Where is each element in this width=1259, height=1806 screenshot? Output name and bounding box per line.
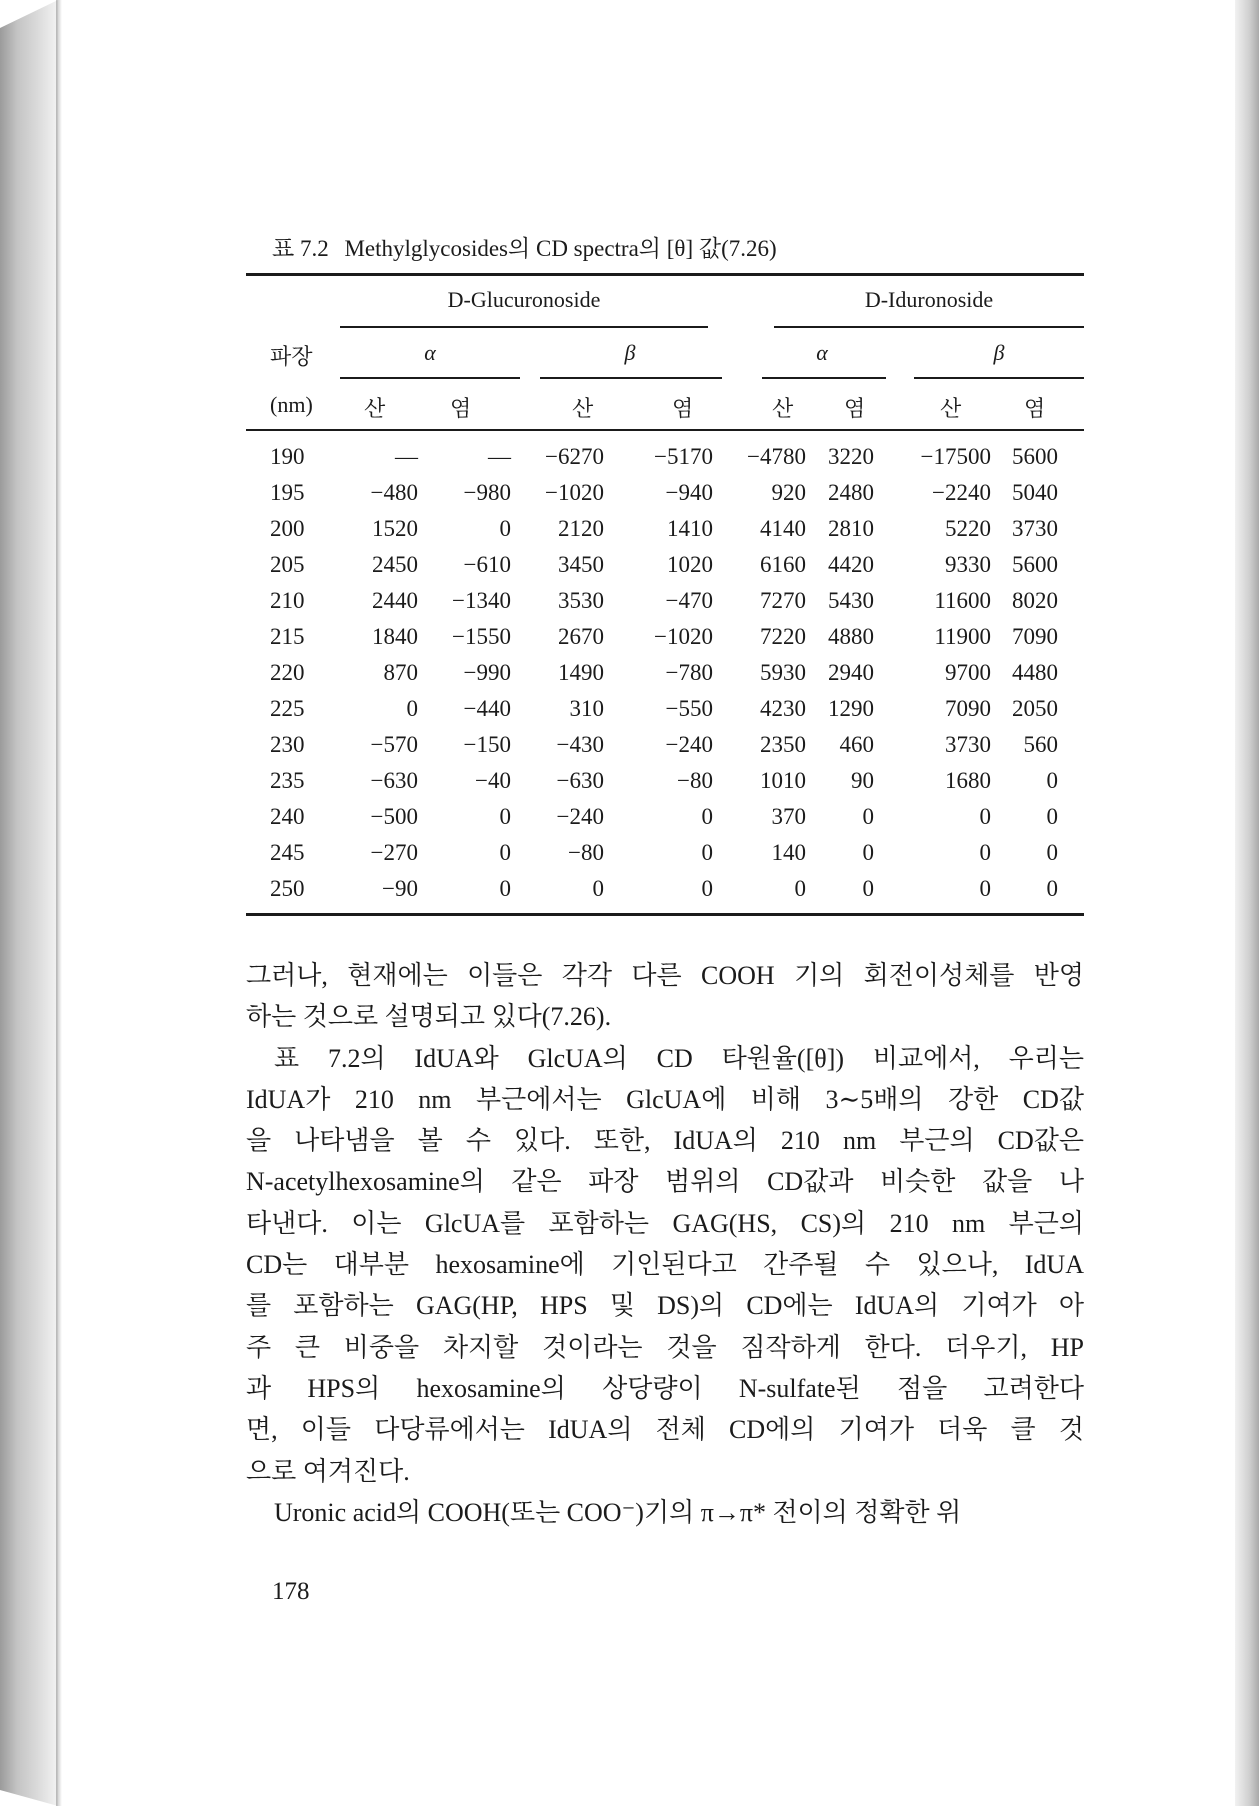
- table-cell-value: 0: [862, 840, 874, 865]
- table-cell-value: −500: [370, 804, 418, 829]
- table-cell-wavelength: 240: [270, 804, 305, 829]
- paragraph-line: 표 7.2의 IdUA와 GlcUA의 CD 타원율([θ]) 비교에서, 우리는: [274, 1043, 1084, 1073]
- table-cell-value: −17500: [920, 444, 991, 469]
- table-cell-wavelength: 205: [270, 552, 305, 577]
- table-cell-value: 1680: [945, 768, 991, 793]
- table-cell-value: 7090: [1012, 624, 1058, 649]
- table-cell-value: 2350: [760, 732, 806, 757]
- form-header-4: 염: [672, 396, 694, 421]
- table-cell-value: 0: [1046, 804, 1058, 829]
- table-cell-value: 0: [979, 876, 991, 901]
- table-cell-value: 0: [862, 804, 874, 829]
- table-row: [246, 584, 1084, 620]
- table-cell-value: 0: [1046, 768, 1058, 793]
- table-cell-value: 0: [701, 876, 713, 901]
- anomer-rule-ido-beta: [914, 377, 1084, 379]
- table-cell-value: 0: [499, 876, 511, 901]
- table-cell-value: 1410: [667, 516, 713, 541]
- table-cell-value: −90: [382, 876, 418, 901]
- table-caption-label: 표 7.2: [272, 236, 329, 261]
- table-cell-value: 2670: [558, 624, 604, 649]
- anomer-header-ido-beta: β: [993, 340, 1005, 365]
- paragraph-line: CD는 대부분 hexosamine에 기인된다고 간주될 수 있으나, IdUA: [246, 1250, 1084, 1280]
- form-header-7: 산: [940, 396, 962, 421]
- table-cell-value: 5930: [760, 660, 806, 685]
- table-cell-value: −240: [665, 732, 713, 757]
- table-cell-value: 4480: [1012, 660, 1058, 685]
- table-cell-value: −1550: [452, 624, 511, 649]
- group-rule-glucuronoside: [340, 326, 708, 328]
- table-cell-value: 2050: [1012, 696, 1058, 721]
- table-cell-value: —: [395, 444, 418, 469]
- table-row: [246, 548, 1084, 584]
- table-cell-value: 3220: [828, 444, 874, 469]
- table-cell-value: 0: [592, 876, 604, 901]
- table-cell-value: 2450: [372, 552, 418, 577]
- paragraph-line: 하는 것으로 설명되고 있다(7.26).: [246, 1002, 612, 1032]
- table-cell-value: 90: [851, 768, 874, 793]
- book-left-edge: [0, 0, 58, 1806]
- table-cell-wavelength: 245: [270, 840, 305, 865]
- table-cell-value: 140: [771, 840, 806, 865]
- table-cell-value: −630: [556, 768, 604, 793]
- table-cell-value: −990: [463, 660, 511, 685]
- group-header-glucuronoside: D-Glucuronoside: [447, 287, 601, 312]
- table-cell-value: 5430: [828, 588, 874, 613]
- paragraph-line: 주 큰 비중을 차지할 것이라는 것을 짐작하게 한다. 더우기, HP: [246, 1332, 1084, 1362]
- table-cell-value: 3450: [558, 552, 604, 577]
- table-cell-value: 2440: [372, 588, 418, 613]
- table-cell-value: 0: [794, 876, 806, 901]
- paragraph-line: Uronic acid의 COOH(또는 COO⁻)기의 π→π* 전이의 정확한 위: [274, 1497, 962, 1527]
- table-cell-value: −40: [475, 768, 511, 793]
- table-cell-value: −980: [463, 480, 511, 505]
- table-cell-value: −1020: [545, 480, 604, 505]
- table-cell-value: −780: [665, 660, 713, 685]
- table-cell-value: 0: [979, 840, 991, 865]
- table-row: [246, 512, 1084, 548]
- paragraph-line: 면, 이들 다당류에서는 IdUA의 전체 CD에의 기여가 더욱 클 것: [246, 1415, 1084, 1445]
- table-cell-value: 7270: [760, 588, 806, 613]
- table-cell-value: −470: [665, 588, 713, 613]
- table-cell-value: 370: [771, 804, 806, 829]
- group-rule-iduronoside: [774, 326, 1084, 328]
- anomer-rule-ido-alpha: [762, 377, 886, 379]
- table-row: [246, 440, 1084, 476]
- group-header-iduronoside: D-Iduronoside: [864, 287, 994, 312]
- table-cell-value: −610: [463, 552, 511, 577]
- table-cell-value: −1340: [452, 588, 511, 613]
- table-row: [246, 476, 1084, 512]
- body-text: [246, 955, 1084, 1533]
- table-cell-value: −270: [370, 840, 418, 865]
- anomer-rule-glc-alpha: [340, 377, 520, 379]
- table-row: [246, 764, 1084, 800]
- table-cell-value: 4230: [760, 696, 806, 721]
- table-cell-value: 1490: [558, 660, 604, 685]
- table-cell-value: 4140: [760, 516, 806, 541]
- table-cell-value: 7220: [760, 624, 806, 649]
- table-cell-value: 2940: [828, 660, 874, 685]
- table-row: [246, 872, 1084, 908]
- table-cell-value: 3530: [558, 588, 604, 613]
- paragraph-line: 그러나, 현재에는 이들은 각각 다른 COOH 기의 회전이성체를 반영: [246, 961, 1084, 990]
- table-cell-value: 11600: [934, 588, 991, 613]
- table-cell-value: 0: [406, 696, 418, 721]
- table-cell-value: 0: [701, 804, 713, 829]
- table-cell-wavelength: 220: [270, 660, 305, 685]
- paragraph-line: 으로 여겨진다.: [246, 1456, 410, 1486]
- table-cell-value: −440: [463, 696, 511, 721]
- table-cell-wavelength: 225: [270, 696, 305, 721]
- table-cell-value: 2810: [828, 516, 874, 541]
- table-caption: [272, 230, 1092, 263]
- form-header-2: 염: [450, 396, 472, 421]
- table-cell-value: −550: [665, 696, 713, 721]
- table-cell-value: 11900: [934, 624, 991, 649]
- table-cell-value: 1840: [372, 624, 418, 649]
- anomer-header-glc-alpha: α: [424, 340, 436, 365]
- table-cell-value: 9700: [945, 660, 991, 685]
- paragraph-line: N-acetylhexosamine의 같은 파장 범위의 CD값과 비슷한 값을 나: [246, 1167, 1084, 1197]
- table-cell-value: 870: [383, 660, 418, 685]
- table-header-rule: [246, 429, 1084, 431]
- table-cell-wavelength: 200: [270, 516, 305, 541]
- form-header-3: 산: [572, 396, 594, 421]
- paragraph-line: 을 나타냄을 볼 수 있다. 또한, IdUA의 210 nm 부근의 CD값은: [246, 1126, 1084, 1156]
- table-cell-value: −80: [568, 840, 604, 865]
- table-cell-wavelength: 190: [270, 444, 305, 469]
- table-cell-value: 5220: [945, 516, 991, 541]
- table-cell-value: 1020: [667, 552, 713, 577]
- table-caption-text: Methylglycosides의 CD spectra의 [θ] 값(7.26): [344, 236, 777, 261]
- table-top-rule: [246, 273, 1084, 276]
- table-cell-wavelength: 195: [270, 480, 305, 505]
- row-header-wavelength: 파장: [270, 344, 313, 369]
- page-number: 178: [272, 1578, 310, 1605]
- table-cell-value: 5040: [1012, 480, 1058, 505]
- table-cell-value: 5600: [1012, 444, 1058, 469]
- table-cell-value: −630: [370, 768, 418, 793]
- row-header-unit: (nm): [270, 392, 313, 417]
- table-cell-value: 0: [979, 804, 991, 829]
- form-header-6: 염: [844, 396, 866, 421]
- table-row: [246, 836, 1084, 872]
- table-cell-value: 460: [839, 732, 874, 757]
- table-cell-value: 920: [771, 480, 806, 505]
- paragraph-line: 타낸다. 이는 GlcUA를 포함하는 GAG(HS, CS)의 210 nm 부근의: [246, 1208, 1084, 1238]
- table-cell-value: −1020: [654, 624, 713, 649]
- table-cell-value: 1010: [760, 768, 806, 793]
- table-cell-value: 0: [499, 804, 511, 829]
- paragraph-line: 과 HPS의 hexosamine의 상당량이 N-sulfate된 점을 고려한다: [246, 1373, 1084, 1403]
- table-cell-value: 0: [499, 516, 511, 541]
- form-header-8: 염: [1024, 396, 1046, 421]
- table-cell-value: 1520: [372, 516, 418, 541]
- anomer-header-glc-beta: β: [624, 340, 636, 365]
- table-cell-wavelength: 230: [270, 732, 305, 757]
- anomer-header-ido-alpha: α: [816, 340, 828, 365]
- table-cell-value: 0: [1046, 876, 1058, 901]
- table-cell-value: −240: [556, 804, 604, 829]
- anomer-rule-glc-beta: [540, 377, 722, 379]
- table-cell-value: −5170: [654, 444, 713, 469]
- table-cell-value: 1290: [828, 696, 874, 721]
- table-row: [246, 656, 1084, 692]
- table-cell-value: −2240: [932, 480, 991, 505]
- table-cell-value: 0: [1046, 840, 1058, 865]
- table-cell-wavelength: 235: [270, 768, 305, 793]
- table-cell-value: 4420: [828, 552, 874, 577]
- table-row: [246, 728, 1084, 764]
- table-cell-value: −430: [556, 732, 604, 757]
- table-row: [246, 800, 1084, 836]
- table-cell-wavelength: 250: [270, 876, 305, 901]
- table-cell-value: 0: [499, 840, 511, 865]
- table-cell-value: −570: [370, 732, 418, 757]
- table-bottom-rule: [246, 913, 1084, 916]
- table-row: [246, 692, 1084, 728]
- table-cell-value: −480: [370, 480, 418, 505]
- table-row: [246, 620, 1084, 656]
- table-cell-value: 4880: [828, 624, 874, 649]
- table-cell-value: 8020: [1012, 588, 1058, 613]
- paragraph-line: 를 포함하는 GAG(HP, HPS 및 DS)의 CD에는 IdUA의 기여가 아: [246, 1291, 1084, 1321]
- form-header-5: 산: [772, 396, 794, 421]
- table-cell-value: 5600: [1012, 552, 1058, 577]
- table-cell-value: 6160: [760, 552, 806, 577]
- table-cell-value: −80: [677, 768, 713, 793]
- table-cell-value: 9330: [945, 552, 991, 577]
- book-right-edge: [1235, 0, 1259, 1806]
- table-cell-value: 310: [569, 696, 604, 721]
- form-header-1: 산: [364, 396, 386, 421]
- table-cell-value: 0: [701, 840, 713, 865]
- table-body: [246, 440, 1084, 908]
- table-cell-value: 7090: [945, 696, 991, 721]
- table-cell-wavelength: 210: [270, 588, 305, 613]
- table-cell-wavelength: 215: [270, 624, 305, 649]
- table-cell-value: 2120: [558, 516, 604, 541]
- table-cell-value: −6270: [545, 444, 604, 469]
- table-cell-value: 560: [1023, 732, 1058, 757]
- table-cell-value: 3730: [945, 732, 991, 757]
- table-cell-value: −940: [665, 480, 713, 505]
- table-cell-value: 3730: [1012, 516, 1058, 541]
- table-cell-value: —: [488, 444, 511, 469]
- paragraph-line: IdUA가 210 nm 부근에서는 GlcUA에 비해 3∼5배의 강한 CD값: [246, 1084, 1084, 1114]
- table-cell-value: 2480: [828, 480, 874, 505]
- table-cell-value: 0: [862, 876, 874, 901]
- table-cell-value: −4780: [747, 444, 806, 469]
- table-cell-value: −150: [463, 732, 511, 757]
